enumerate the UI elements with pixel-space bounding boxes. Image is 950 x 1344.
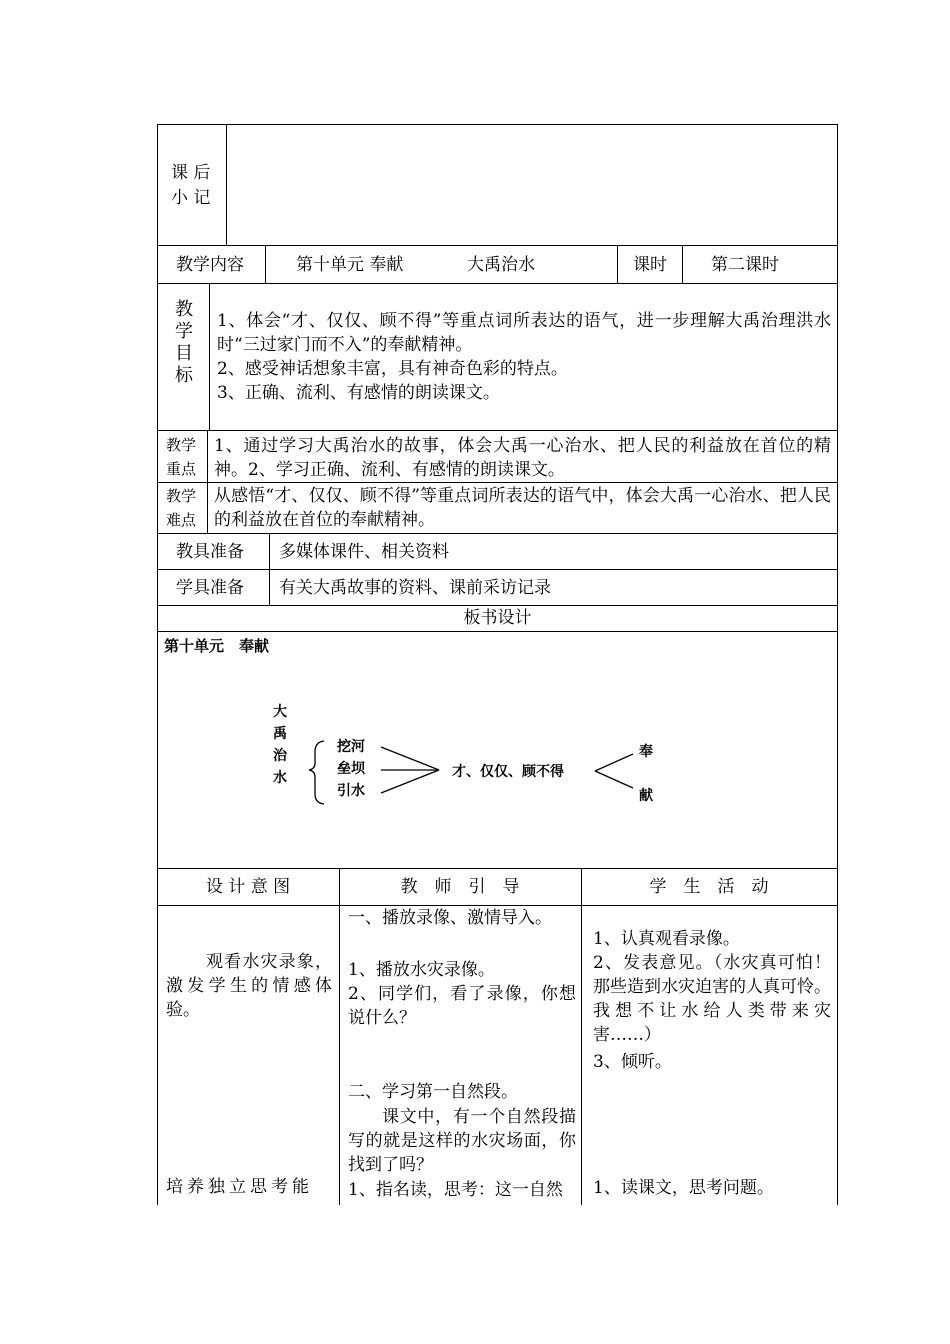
board-end-char: 献 xyxy=(639,788,653,804)
notes-label-line2: 小 记 xyxy=(171,188,211,208)
student-text-4: 1、读课文，思考问题。 xyxy=(593,1178,774,1198)
teacher-text-2: 1、播放水灾录像。 xyxy=(348,960,495,980)
objective-item-1: 1、体会“才、仅仅、顾不得”等重点词所表达的语气，进一步理解大禹治理洪水时“三过家门而不入”的奉献精神。 xyxy=(217,311,831,355)
board-vertical-char: 水 xyxy=(273,770,287,786)
board-action-item: 挖河 xyxy=(337,739,365,755)
teacher-text-3: 2、同学们，看了录像，你想说什么？ xyxy=(348,984,576,1028)
objective-item-3: 3、正确、流利、有感情的朗读课文。 xyxy=(217,383,500,403)
lesson-title: 大禹治水 xyxy=(467,255,535,275)
intent-text-2: 培养独立思考能 xyxy=(166,1177,313,1197)
connector-line xyxy=(381,747,439,770)
teacher-text-6: 1、指名读，思考：这一自然 xyxy=(348,1180,563,1200)
board-center-words: 才、仅仅、顾不得 xyxy=(452,764,564,780)
student-text-2: 2、发表意见。（水灾真可怕！那些造到水灾迫害的人真可怜。我想不让水给人类带来灾害……） xyxy=(593,953,831,1045)
intent-text-1: 观看水灾录象，激发学生的情感体验。 xyxy=(166,952,332,1020)
connector-line xyxy=(595,754,633,771)
column-header-intent: 设 计 意 图 xyxy=(205,877,291,897)
objectives-label-char: 标 xyxy=(175,365,193,386)
objectives-label-char: 教 xyxy=(175,299,193,320)
student-text-3: 3、倾听。 xyxy=(593,1052,672,1072)
difficulties-text: 从感悟“才、仅仅、顾不得”等重点词所表达的语气中，体会大禹一心治水、把人民的利益放在首位的奉献精神。 xyxy=(214,486,831,530)
teacher-text-5: 课文中，有一个自然段描写的就是这样的水灾场面，你找到了吗？ xyxy=(348,1107,576,1175)
difficulties-label-line2: 难点 xyxy=(166,511,197,529)
board-vertical-char: 禹 xyxy=(273,726,287,742)
board-vertical-char: 治 xyxy=(273,748,287,764)
brace-shape xyxy=(309,741,324,804)
key-points-label-line2: 重点 xyxy=(166,460,197,478)
column-header-student: 学 生 活 动 xyxy=(649,877,769,897)
objective-item-2: 2、感受神话想象丰富，具有神奇色彩的特点。 xyxy=(217,359,568,379)
period-label: 课时 xyxy=(633,255,667,275)
board-action-item: 引水 xyxy=(337,783,365,799)
board-end-char: 奉 xyxy=(639,744,653,760)
content-label: 教学内容 xyxy=(176,255,244,275)
learning-tools-label: 学具准备 xyxy=(176,578,244,598)
notes-label-line1: 课 后 xyxy=(171,163,211,183)
student-text-1: 1、认真观看录像。 xyxy=(593,929,740,949)
board-design-header: 板书设计 xyxy=(463,608,532,628)
learning-tools-value: 有关大禹故事的资料、课前采访记录 xyxy=(279,578,551,598)
connector-line xyxy=(595,771,633,788)
period-value: 第二课时 xyxy=(711,255,779,275)
teaching-tools-label: 教具准备 xyxy=(176,542,244,562)
key-points-text: 1、通过学习大禹治水的故事，体会大禹一心治水、把人民的利益放在首位的精神。2、学习正确、流利、有感情的朗读课文。 xyxy=(214,436,831,480)
difficulties-label-line1: 教学 xyxy=(166,487,197,505)
teacher-text-1: 一、播放录像、激情导入。 xyxy=(348,908,552,928)
board-design-title: 第十单元 奉献 xyxy=(164,637,270,655)
board-action-item: 垒坝 xyxy=(337,761,365,777)
objectives-label-char: 学 xyxy=(175,321,193,342)
teacher-text-4: 二、学习第一自然段。 xyxy=(348,1082,518,1102)
board-vertical-char: 大 xyxy=(273,704,287,720)
objectives-label-char: 目 xyxy=(175,343,193,364)
connector-line xyxy=(381,770,439,793)
key-points-label-line1: 教学 xyxy=(166,436,197,454)
column-header-teacher: 教 师 引 导 xyxy=(400,877,520,897)
teaching-tools-value: 多媒体课件、相关资料 xyxy=(279,542,449,562)
content-value: 第十单元 奉献 xyxy=(296,255,404,275)
